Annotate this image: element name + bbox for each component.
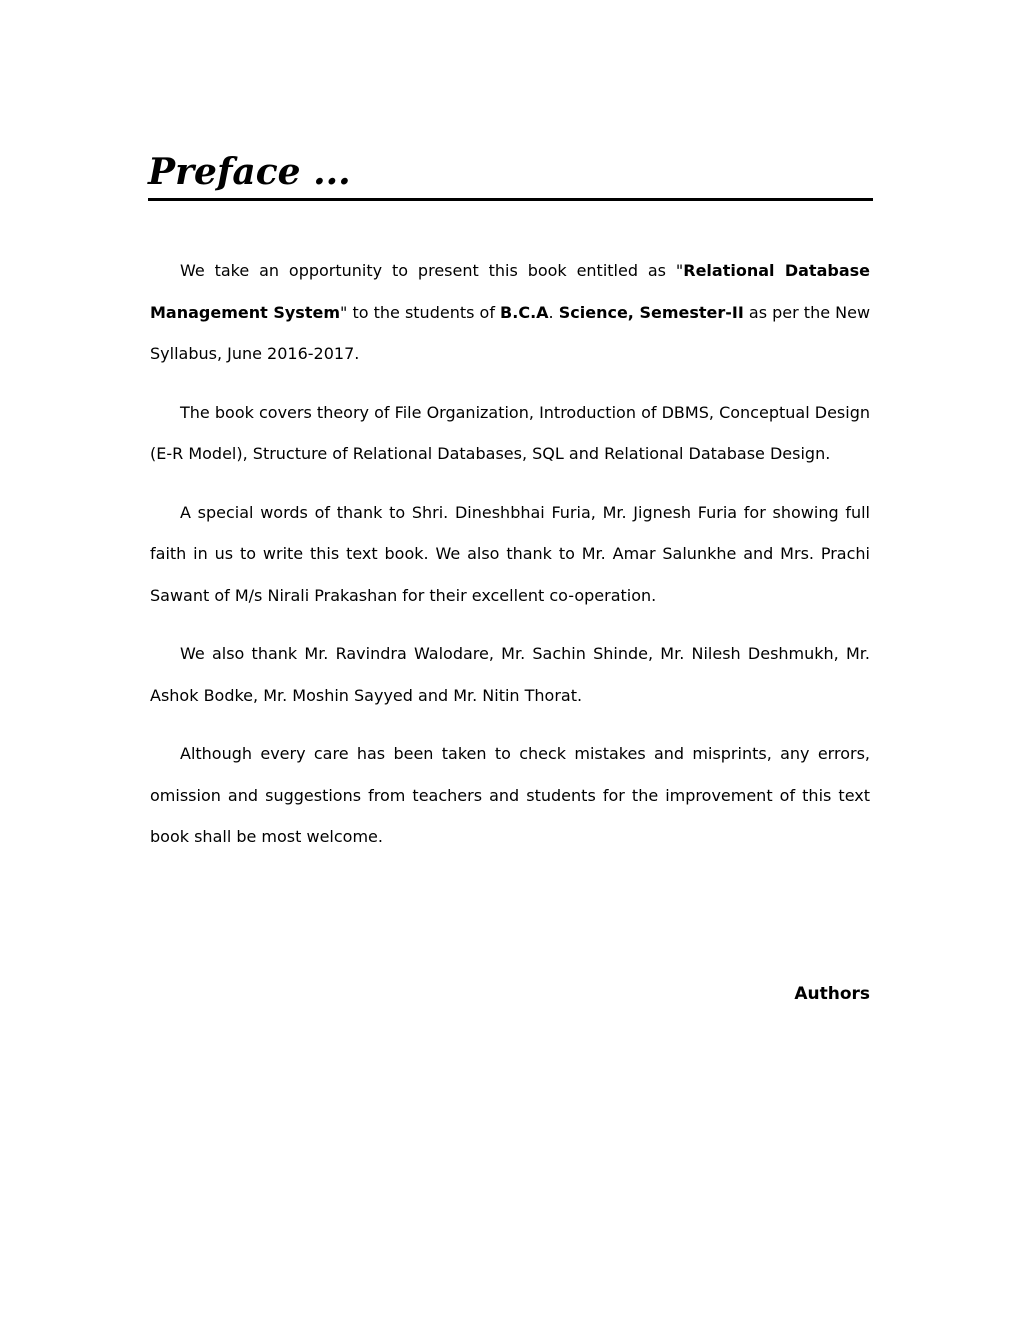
book-title: Relational Database Management System [150,261,871,322]
paragraph-text: " to the students of [340,302,501,322]
course-name: B.C.A [500,302,549,322]
paragraph-contents: The book covers theory of File Organization, Introduction of DBMS, Conceptual Design (E-R Model), Structure of Relational Databases, SQL and Relational Database Design. [150,402,870,463]
signature-authors: Authors [794,984,870,1004]
paragraph-text: We take an opportunity to present this book entitled as " [180,261,684,280]
paragraph-text: . [548,302,559,322]
paragraph-errata: Although every care has been taken to check mistakes and misprints, any errors, omission and suggestions from teachers and students for the improvement of this text book shall be most welcome. [150,744,870,846]
page-title: Preface ... [148,151,351,193]
preface-body [150,250,870,875]
paragraph-text: as per the New Syllabus, June 2016-2017. [150,302,871,363]
semester-name: Science, Semester-II [558,302,744,322]
title-underline [148,198,873,201]
paragraph-introduction [150,250,870,375]
paragraph-thanks-publisher: A special words of thank to Shri. Dineshbhai Furia, Mr. Jignesh Furia for showing full faith in us to write this text book. We also thank to Mr. Amar Salunkhe and Mrs. Prachi Sawant of M/s Nirali Prakashan for their excellent co-operation. [150,502,870,605]
paragraph-thanks-colleagues: We also thank Mr. Ravindra Walodare, Mr. Sachin Shinde, Mr. Nilesh Deshmukh, Mr. Ashok Bodke, Mr. Moshin Sayyed and Mr. Nitin Thorat. [150,644,870,705]
